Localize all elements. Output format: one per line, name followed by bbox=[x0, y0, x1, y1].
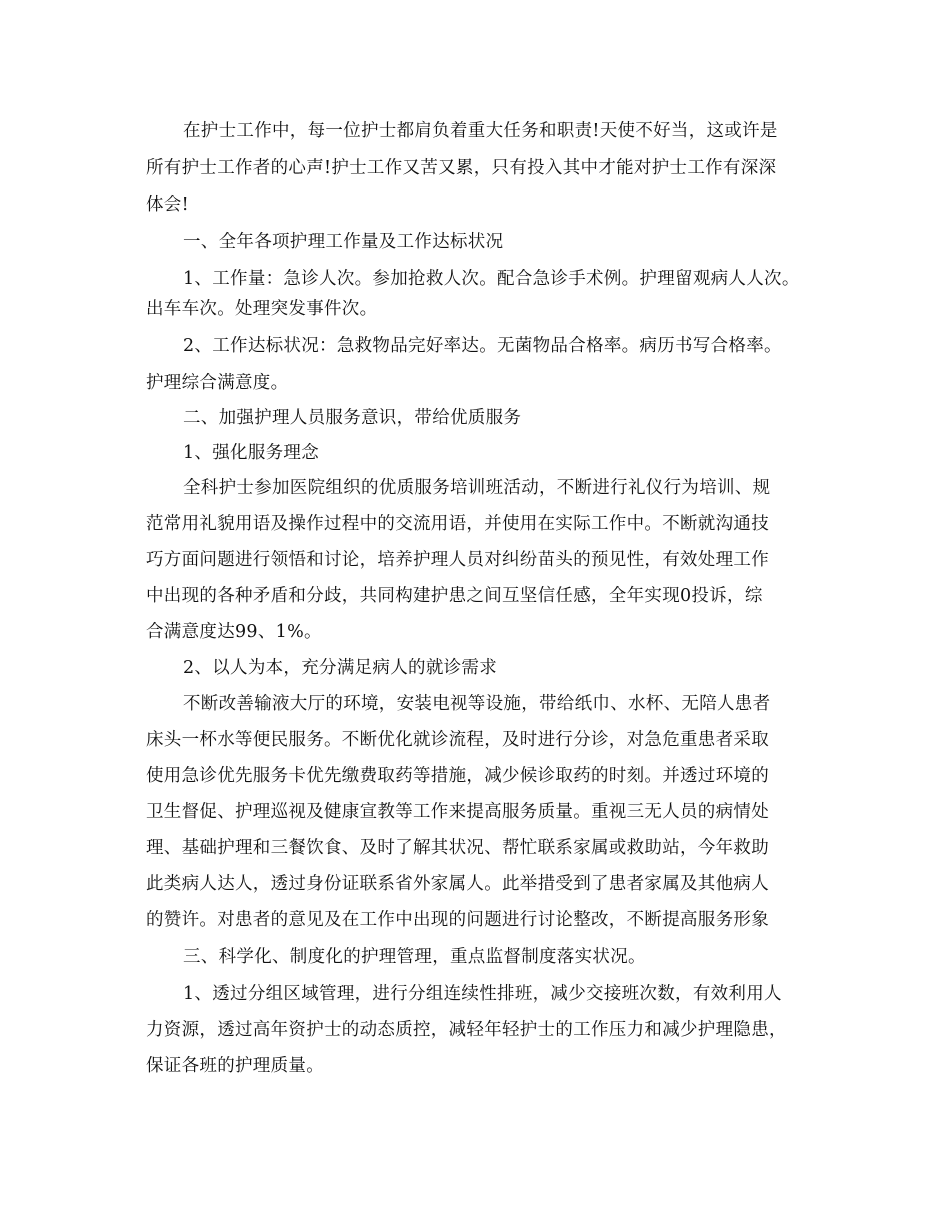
paragraph-management-line-1: 1、透过分组区域管理，进行分组连续性排班，减少交接班次数，有效利用人 bbox=[183, 984, 782, 1004]
paragraph-service-line-5: 合满意度达99、1%。 bbox=[146, 622, 322, 642]
paragraph-patient-line-6: 此类病人达人，透过身份证联系省外家属人。此举措受到了患者家属及其他病人 bbox=[146, 874, 769, 894]
paragraph-service-line-4: 中出现的各种矛盾和分歧，共同构建护患之间互坚信任感，全年实现0投诉，综 bbox=[146, 586, 763, 606]
paragraph-patient-line-2: 床头一杯水等便民服务。不断优化就诊流程，及时进行分诊，对急危重患者采取 bbox=[146, 730, 769, 750]
paragraph-patient-line-1: 不断改善输液大厅的环境，安装电视等设施，带给纸巾、水杯、无陪人患者 bbox=[183, 694, 771, 714]
paragraph-patient-line-5: 理、基础护理和三餐饮食、及时了解其状况、帮忙联系家属或救助站，今年救助 bbox=[146, 838, 769, 858]
item-standards-line-1: 2、工作达标状况：急救物品完好率达。无菌物品合格率。病历书写合格率。 bbox=[183, 336, 782, 356]
item-standards-line-2: 护理综合满意度。 bbox=[146, 373, 289, 393]
subheading-patient-centered: 2、以人为本，充分满足病人的就诊需求 bbox=[183, 658, 498, 678]
paragraph-service-line-2: 范常用礼貌用语及操作过程中的交流用语，并使用在实际工作中。不断就沟通技 bbox=[146, 514, 769, 534]
paragraph-patient-line-3: 使用急诊优先服务卡优先缴费取药等措施，减少候诊取药的时刻。并透过环境的 bbox=[146, 766, 769, 786]
item-workload-line-1: 1、工作量：急诊人次。参加抢救人次。配合急诊手术例。护理留观病人人次。 bbox=[183, 269, 800, 289]
section-heading-2: 二、加强护理人员服务意识，带给优质服务 bbox=[183, 408, 522, 428]
paragraph-service-line-3: 巧方面问题进行领悟和讨论，培养护理人员对纠纷苗头的预见性，有效处理工作 bbox=[146, 550, 769, 570]
paragraph-intro-line-3: 体会! bbox=[146, 195, 189, 215]
paragraph-management-line-3: 保证各班的护理质量。 bbox=[146, 1056, 324, 1076]
paragraph-management-line-2: 力资源，透过高年资护士的动态质控，减轻年轻护士的工作压力和减少护理隐患， bbox=[146, 1020, 787, 1040]
item-workload-line-2: 出车车次。处理突发事件次。 bbox=[146, 299, 378, 319]
paragraph-intro-line-1: 在护士工作中，每一位护士都肩负着重大任务和职责!天使不好当，这或许是 bbox=[183, 121, 778, 141]
paragraph-patient-line-4: 卫生督促、护理巡视及健康宣教等工作来提高服务质量。重视三无人员的病情处 bbox=[146, 802, 769, 822]
paragraph-service-line-1: 全科护士参加医院组织的优质服务培训班活动，不断进行礼仪行为培训、规 bbox=[183, 478, 771, 498]
subheading-service-concept: 1、强化服务理念 bbox=[183, 443, 320, 463]
paragraph-patient-line-7: 的赞许。对患者的意见及在工作中出现的问题进行讨论整改，不断提高服务形象 bbox=[146, 910, 769, 930]
paragraph-intro-line-2: 所有护士工作者的心声!护士工作又苦又累，只有投入其中才能对护士工作有深深 bbox=[146, 158, 777, 178]
section-heading-1: 一、全年各项护理工作量及工作达标状况 bbox=[183, 232, 504, 252]
section-heading-3: 三、科学化、制度化的护理管理，重点监督制度落实状况。 bbox=[183, 947, 646, 967]
